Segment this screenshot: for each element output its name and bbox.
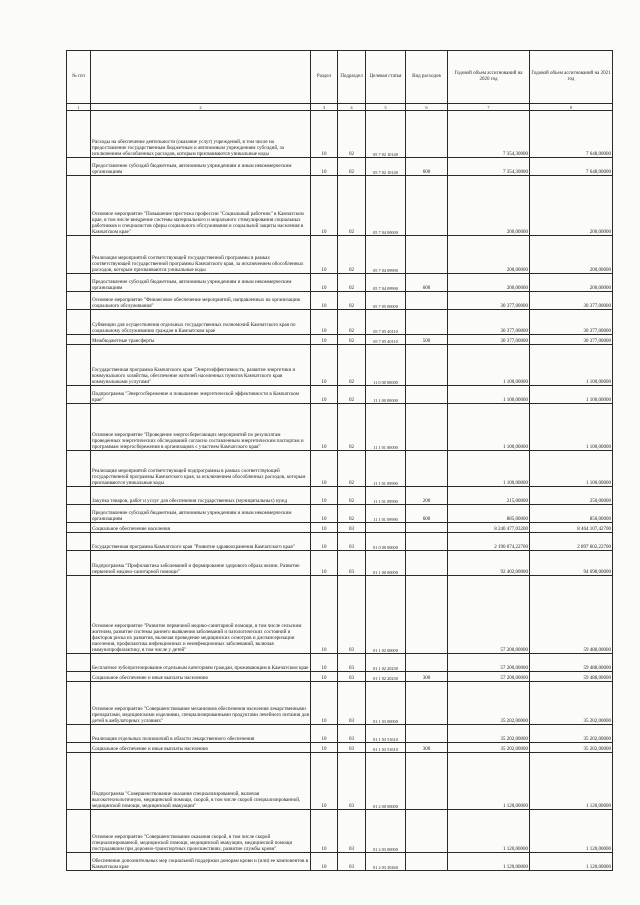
row-podrazdel-cell: 02: [338, 451, 366, 487]
table-row: [67, 274, 613, 292]
row-2021-cell: 35 202,00000: [530, 725, 613, 743]
row-2020-cell: 30 377,00000: [448, 335, 530, 345]
row-name-cell: Обеспечение дополнительных мер социальной поддержки донорам крови и (или) ее компонентов в Камчатском крае: [91, 853, 311, 871]
table-row: [67, 533, 613, 551]
row-stat-cell: 01 1 02 20230: [366, 654, 406, 672]
row-name-cell: Основное мероприятие "Повышение престижа профессии "Социальный работник" в Камчатском крае, в том числе внедрение системы материального и морального стимулирования социальных работников и специалистов сферы социального обслуживания и социальной защиты населения в Камчатском крае": [91, 176, 311, 236]
row-name-cell: Субвенции для осуществления отдельных государственных полномочий Камчатского края по социальному обслуживанию граждан в Камчатском крае: [91, 310, 311, 335]
row-2020-cell: 200,00000: [448, 176, 530, 236]
table-row: [67, 111, 613, 158]
row-number-cell: [67, 274, 91, 292]
row-name-cell: Реализация мероприятий соответствующей государственной программы в рамках соответствующей государственной программы Камчатского края, за исключением обособленных расходов, которым присваиваются уникальные коды: [91, 236, 311, 274]
row-name-cell: Реализация мероприятий соответствующей подпрограммы в рамках соответствующей государственной программы Камчатского края, за исключением обособленных расходов, которым присваиваются уникальные коды: [91, 451, 311, 487]
row-2020-cell: 215,00000: [448, 487, 530, 505]
row-stat-cell: 11 1 00 00000: [366, 386, 406, 404]
row-vid-cell: 500: [406, 335, 448, 345]
row-razdel-cell: 10: [311, 386, 338, 404]
row-vid-cell: [406, 176, 448, 236]
row-2020-cell: 7 354,30000: [448, 111, 530, 158]
row-name-cell: Основное мероприятие "Совершенствование оказания скорой, в том числе скорой специализированной, медицинской помощи, медицинской эвакуации, медицинской помощи пострадавшим при дорожно-транспортных происшествиях, развитие службы крови": [91, 810, 311, 853]
header-vid: Вид расходов: [406, 51, 448, 104]
table-row: [67, 404, 613, 451]
row-number-cell: [67, 345, 91, 386]
row-vid-cell: [406, 111, 448, 158]
row-2020-cell: 57 200,00000: [448, 576, 530, 654]
row-vid-cell: [406, 853, 448, 871]
row-name-cell: Подпрограмма "Профилактика заболеваний и формирование здорового образа жизни. Развитие первичной медико-санитарной помощи": [91, 551, 311, 576]
row-razdel-cell: 10: [311, 853, 338, 871]
row-podrazdel-cell: 03: [338, 725, 366, 743]
row-stat-cell: [366, 523, 406, 533]
row-2021-cell: 59 488,00000: [530, 654, 613, 672]
row-2021-cell: 200,00000: [530, 236, 613, 274]
table-row: [67, 753, 613, 810]
row-vid-cell: [406, 292, 448, 310]
row-stat-cell: 01 1 02 20230: [366, 672, 406, 682]
row-stat-cell: 05 7 05 00000: [366, 292, 406, 310]
row-2020-cell: 35 202,00000: [448, 725, 530, 743]
row-vid-cell: [406, 533, 448, 551]
header-name: [91, 51, 311, 104]
row-name-cell: Основное мероприятие "Проведение энергосберегающих мероприятий по результатам проведенных энергетических обследований согласно составленным энергетическим паспортам и программам энергосбережения в организациях с участием Камчатского края": [91, 404, 311, 451]
budget-table: [66, 50, 613, 871]
row-number-cell: [67, 451, 91, 487]
row-stat-cell: 01 2 03 00000: [366, 810, 406, 853]
row-number-cell: [67, 853, 91, 871]
table-row: [67, 654, 613, 672]
row-stat-cell: 11 1 01 00000: [366, 404, 406, 451]
row-2020-cell: 885,00000: [448, 505, 530, 523]
row-podrazdel-cell: 03: [338, 682, 366, 725]
row-2020-cell: 1 120,00000: [448, 810, 530, 853]
row-number-cell: [67, 505, 91, 523]
row-podrazdel-cell: 02: [338, 310, 366, 335]
column-number: 2: [91, 104, 311, 111]
row-2020-cell: 35 202,00000: [448, 743, 530, 753]
row-number-cell: [67, 176, 91, 236]
row-2020-cell: 1 100,00000: [448, 404, 530, 451]
row-2021-cell: 94 698,00000: [530, 551, 613, 576]
row-2020-cell: 92 402,00000: [448, 551, 530, 576]
row-vid-cell: 600: [406, 274, 448, 292]
row-podrazdel-cell: 02: [338, 335, 366, 345]
row-stat-cell: 11 1 01 09990: [366, 505, 406, 523]
row-stat-cell: 05 7 04 09990: [366, 236, 406, 274]
table-row: [67, 576, 613, 654]
row-number-cell: [67, 523, 91, 533]
row-stat-cell: 05 7 05 40110: [366, 335, 406, 345]
row-number-cell: [67, 810, 91, 853]
row-name-cell: Подпрограмма "Энергосбережение и повышение энергетической эффективности в Камчатском крае": [91, 386, 311, 404]
row-2021-cell: 8 464 107,42700: [530, 523, 613, 533]
row-2021-cell: 35 202,00000: [530, 743, 613, 753]
row-vid-cell: [406, 345, 448, 386]
row-2020-cell: 200,00000: [448, 274, 530, 292]
row-vid-cell: [406, 576, 448, 654]
row-podrazdel-cell: 02: [338, 274, 366, 292]
row-podrazdel-cell: 02: [338, 292, 366, 310]
row-number-cell: [67, 158, 91, 176]
row-2020-cell: 30 377,00000: [448, 310, 530, 335]
row-2021-cell: 250,00000: [530, 487, 613, 505]
column-number: 6: [406, 104, 448, 111]
row-razdel-cell: 10: [311, 533, 338, 551]
row-razdel-cell: 10: [311, 292, 338, 310]
row-razdel-cell: 10: [311, 810, 338, 853]
row-vid-cell: [406, 386, 448, 404]
row-vid-cell: [406, 451, 448, 487]
row-2020-cell: 57 200,00000: [448, 654, 530, 672]
row-razdel-cell: 10: [311, 743, 338, 753]
row-2021-cell: 30 377,00000: [530, 292, 613, 310]
column-number-row: [67, 104, 613, 111]
row-razdel-cell: 10: [311, 310, 338, 335]
row-podrazdel-cell: 02: [338, 158, 366, 176]
row-2021-cell: 35 202,00000: [530, 682, 613, 725]
row-stat-cell: 01 1 00 00000: [366, 551, 406, 576]
row-podrazdel-cell: 03: [338, 654, 366, 672]
row-2020-cell: 1 100,00000: [448, 451, 530, 487]
row-name-cell: Предоставление субсидий бюджетным, автономным учреждениям и иным некоммерческим организациям: [91, 274, 311, 292]
row-vid-cell: 600: [406, 505, 448, 523]
row-vid-cell: [406, 523, 448, 533]
row-number-cell: [67, 551, 91, 576]
row-number-cell: [67, 310, 91, 335]
row-stat-cell: 05 7 02 10140: [366, 158, 406, 176]
row-name-cell: Государственная программа Камчатского края "Энергоэффективность, развитие энергетики и коммунального хозяйства, обеспечение жителей населенных пунктов Камчатского края коммунальными услугами": [91, 345, 311, 386]
row-vid-cell: 300: [406, 672, 448, 682]
row-2020-cell: 2 190 074,22700: [448, 533, 530, 551]
row-2021-cell: 30 377,00000: [530, 335, 613, 345]
row-name-cell: Социальное обеспечение и иные выплаты населению: [91, 672, 311, 682]
row-razdel-cell: 10: [311, 672, 338, 682]
row-2020-cell: 1 120,00000: [448, 853, 530, 871]
row-2020-cell: 1 100,00000: [448, 345, 530, 386]
row-podrazdel-cell: 03: [338, 853, 366, 871]
row-2021-cell: 1 120,00000: [530, 753, 613, 810]
header-stat: Целевая статья: [366, 51, 406, 104]
row-podrazdel-cell: 02: [338, 404, 366, 451]
table-row: [67, 505, 613, 523]
row-podrazdel-cell: 02: [338, 487, 366, 505]
row-vid-cell: 200: [406, 487, 448, 505]
row-number-cell: [67, 487, 91, 505]
row-number-cell: [67, 682, 91, 725]
header-podrazdel: Подраздел: [338, 51, 366, 104]
row-name-cell: Реализация отдельных полномочий в области лекарственного обеспечения: [91, 725, 311, 743]
row-number-cell: [67, 404, 91, 451]
column-number: 5: [366, 104, 406, 111]
row-number-cell: [67, 292, 91, 310]
row-razdel-cell: 10: [311, 111, 338, 158]
row-name-cell: Социальное обеспечение и иные выплаты населению: [91, 743, 311, 753]
table-row: [67, 292, 613, 310]
row-number-cell: [67, 576, 91, 654]
row-razdel-cell: 10: [311, 274, 338, 292]
row-name-cell: Межбюджетные трансферты: [91, 335, 311, 345]
table-row: [67, 345, 613, 386]
row-number-cell: [67, 386, 91, 404]
row-razdel-cell: 10: [311, 451, 338, 487]
row-razdel-cell: 10: [311, 236, 338, 274]
row-stat-cell: 01 1 02 00000: [366, 576, 406, 654]
row-stat-cell: 05 7 04 00000: [366, 176, 406, 236]
row-2021-cell: 200,00000: [530, 176, 613, 236]
row-vid-cell: 600: [406, 158, 448, 176]
row-name-cell: Государственная программа Камчатского края "Развитие здравоохранения Камчатского края": [91, 533, 311, 551]
table-row: [67, 725, 613, 743]
row-name-cell: Расходы на обеспечение деятельности (оказание услуг) учреждений, в том числе на предоставление государственным бюджетным и автономным учреждениям субсидий, за исключением обособленных расходов, которым присваиваются уникальные коды: [91, 111, 311, 158]
row-vid-cell: [406, 810, 448, 853]
row-2020-cell: 57 200,00000: [448, 672, 530, 682]
row-podrazdel-cell: 02: [338, 111, 366, 158]
header-razdel: Раздел: [311, 51, 338, 104]
row-name-cell: Основное мероприятие "Совершенствование механизмов обеспечения населения лекарственными препаратами, медицинскими изделиями, специализированными продуктами лечебного питания для детей в амбулаторных условиях": [91, 682, 311, 725]
row-razdel-cell: 10: [311, 335, 338, 345]
row-number-cell: [67, 533, 91, 551]
row-2021-cell: 1 100,00000: [530, 451, 613, 487]
row-razdel-cell: 10: [311, 158, 338, 176]
table-row: [67, 810, 613, 853]
row-podrazdel-cell: 02: [338, 505, 366, 523]
row-2020-cell: 8 240 477,03200: [448, 523, 530, 533]
row-number-cell: [67, 743, 91, 753]
table-row: [67, 236, 613, 274]
row-razdel-cell: 10: [311, 576, 338, 654]
column-number: 1: [67, 104, 91, 111]
row-2021-cell: 850,00000: [530, 505, 613, 523]
table-row: [67, 682, 613, 725]
row-2021-cell: 200,00000: [530, 274, 613, 292]
row-razdel-cell: 10: [311, 523, 338, 533]
row-razdel-cell: 10: [311, 404, 338, 451]
row-razdel-cell: 10: [311, 682, 338, 725]
row-vid-cell: [406, 404, 448, 451]
column-number: 3: [311, 104, 338, 111]
row-vid-cell: [406, 753, 448, 810]
row-razdel-cell: 10: [311, 505, 338, 523]
row-stat-cell: 11 1 01 09990: [366, 487, 406, 505]
row-2021-cell: 59 488,00000: [530, 672, 613, 682]
row-podrazdel-cell: 03: [338, 533, 366, 551]
row-stat-cell: 01 1 03 51610: [366, 725, 406, 743]
table-row: [67, 335, 613, 345]
table-row: [67, 386, 613, 404]
row-podrazdel-cell: 03: [338, 810, 366, 853]
row-podrazdel-cell: 02: [338, 176, 366, 236]
table-row: [67, 523, 613, 533]
row-name-cell: Основное мероприятие "Развитие первичной медико-санитарной помощи, в том числе сельским жителям, развитие системы раннего выявления заболеваний и патологических состояний и факторов риска их развития, включая проведение медицинских осмотров и диспансеризации населения, профилактика инфекционных и неинфекционных заболеваний, включая иммунопрофилактику, в том числе у детей": [91, 576, 311, 654]
row-number-cell: [67, 236, 91, 274]
row-stat-cell: 11 0 00 00000: [366, 345, 406, 386]
table-row: [67, 672, 613, 682]
row-name-cell: Предоставление субсидий бюджетным, автономным учреждениям и иным некоммерческим организациям: [91, 158, 311, 176]
row-name-cell: Социальное обеспечение населения: [91, 523, 311, 533]
row-stat-cell: 05 7 02 10140: [366, 111, 406, 158]
row-2020-cell: 1 120,00000: [448, 753, 530, 810]
row-vid-cell: [406, 236, 448, 274]
row-stat-cell: 05 7 04 09990: [366, 274, 406, 292]
row-name-cell: Бесплатное зубопротезирование отдельным категориям граждан, проживающим в Камчатском крае: [91, 654, 311, 672]
table-header-row: [67, 51, 613, 104]
row-razdel-cell: 10: [311, 345, 338, 386]
row-stat-cell: 01 1 03 00000: [366, 682, 406, 725]
row-podrazdel-cell: 03: [338, 743, 366, 753]
row-podrazdel-cell: 02: [338, 345, 366, 386]
row-stat-cell: 01 2 00 00000: [366, 753, 406, 810]
row-podrazdel-cell: 02: [338, 386, 366, 404]
row-razdel-cell: 10: [311, 176, 338, 236]
row-vid-cell: [406, 310, 448, 335]
row-podrazdel-cell: 03: [338, 523, 366, 533]
table-row: [67, 310, 613, 335]
table-row: [67, 487, 613, 505]
row-stat-cell: 01 1 03 51610: [366, 743, 406, 753]
table-row: [67, 743, 613, 753]
row-2020-cell: 7 354,30000: [448, 158, 530, 176]
column-number: 8: [530, 104, 613, 111]
row-podrazdel-cell: 03: [338, 576, 366, 654]
table-row: [67, 176, 613, 236]
row-number-cell: [67, 335, 91, 345]
row-razdel-cell: 10: [311, 753, 338, 810]
row-razdel-cell: 10: [311, 551, 338, 576]
row-name-cell: Подпрограмма "Совершенствование оказания специализированной, включая высокотехнологичную, медицинской помощи, скорой, в том числе скорой специализированной, медицинской помощи, медицинской эвакуации": [91, 753, 311, 810]
row-2020-cell: 30 377,00000: [448, 292, 530, 310]
table-row: [67, 853, 613, 871]
row-podrazdel-cell: 03: [338, 753, 366, 810]
row-2021-cell: 7 648,00000: [530, 111, 613, 158]
row-vid-cell: 300: [406, 743, 448, 753]
row-number-cell: [67, 753, 91, 810]
row-2020-cell: 1 100,00000: [448, 386, 530, 404]
row-podrazdel-cell: 03: [338, 672, 366, 682]
row-vid-cell: [406, 725, 448, 743]
row-number-cell: [67, 111, 91, 158]
header-num: № п/п: [67, 51, 91, 104]
row-2021-cell: 59 488,00000: [530, 576, 613, 654]
table-row: [67, 451, 613, 487]
row-2021-cell: 1 120,00000: [530, 853, 613, 871]
row-number-cell: [67, 672, 91, 682]
row-name-cell: Закупка товаров, работ и услуг для обеспечения государственных (муниципальных) нужд: [91, 487, 311, 505]
row-2021-cell: 7 648,00000: [530, 158, 613, 176]
row-name-cell: Предоставление субсидий бюджетным, автономным учреждениям и иным некоммерческим организациям: [91, 505, 311, 523]
table-body: [67, 111, 613, 871]
row-number-cell: [67, 725, 91, 743]
row-stat-cell: 01 0 00 00000: [366, 533, 406, 551]
row-stat-cell: 01 2 03 20260: [366, 853, 406, 871]
row-2021-cell: 1 120,00000: [530, 810, 613, 853]
row-2020-cell: 200,00000: [448, 236, 530, 274]
column-number: 7: [448, 104, 530, 111]
table-row: [67, 551, 613, 576]
row-vid-cell: [406, 551, 448, 576]
row-name-cell: Основное мероприятие "Финансовое обеспечение мероприятий, направленных на организацию социального обслуживания": [91, 292, 311, 310]
row-2021-cell: 30 377,00000: [530, 310, 613, 335]
header-2021: Годовой объем ассигнований на 2021 год: [530, 51, 613, 104]
row-2021-cell: 1 100,00000: [530, 386, 613, 404]
row-razdel-cell: 10: [311, 725, 338, 743]
row-vid-cell: [406, 682, 448, 725]
row-razdel-cell: 10: [311, 654, 338, 672]
row-razdel-cell: 10: [311, 487, 338, 505]
row-2021-cell: 1 100,00000: [530, 345, 613, 386]
row-2020-cell: 35 202,00000: [448, 682, 530, 725]
row-vid-cell: [406, 654, 448, 672]
row-stat-cell: 11 1 01 09990: [366, 451, 406, 487]
row-number-cell: [67, 654, 91, 672]
row-stat-cell: 05 7 05 40110: [366, 310, 406, 335]
row-podrazdel-cell: 03: [338, 551, 366, 576]
header-2020: Годовой объем ассигнований на 2020 год: [448, 51, 530, 104]
row-2021-cell: 1 100,00000: [530, 404, 613, 451]
table-row: [67, 158, 613, 176]
row-podrazdel-cell: 02: [338, 236, 366, 274]
column-number: 4: [338, 104, 366, 111]
row-2021-cell: 2 897 602,22700: [530, 533, 613, 551]
